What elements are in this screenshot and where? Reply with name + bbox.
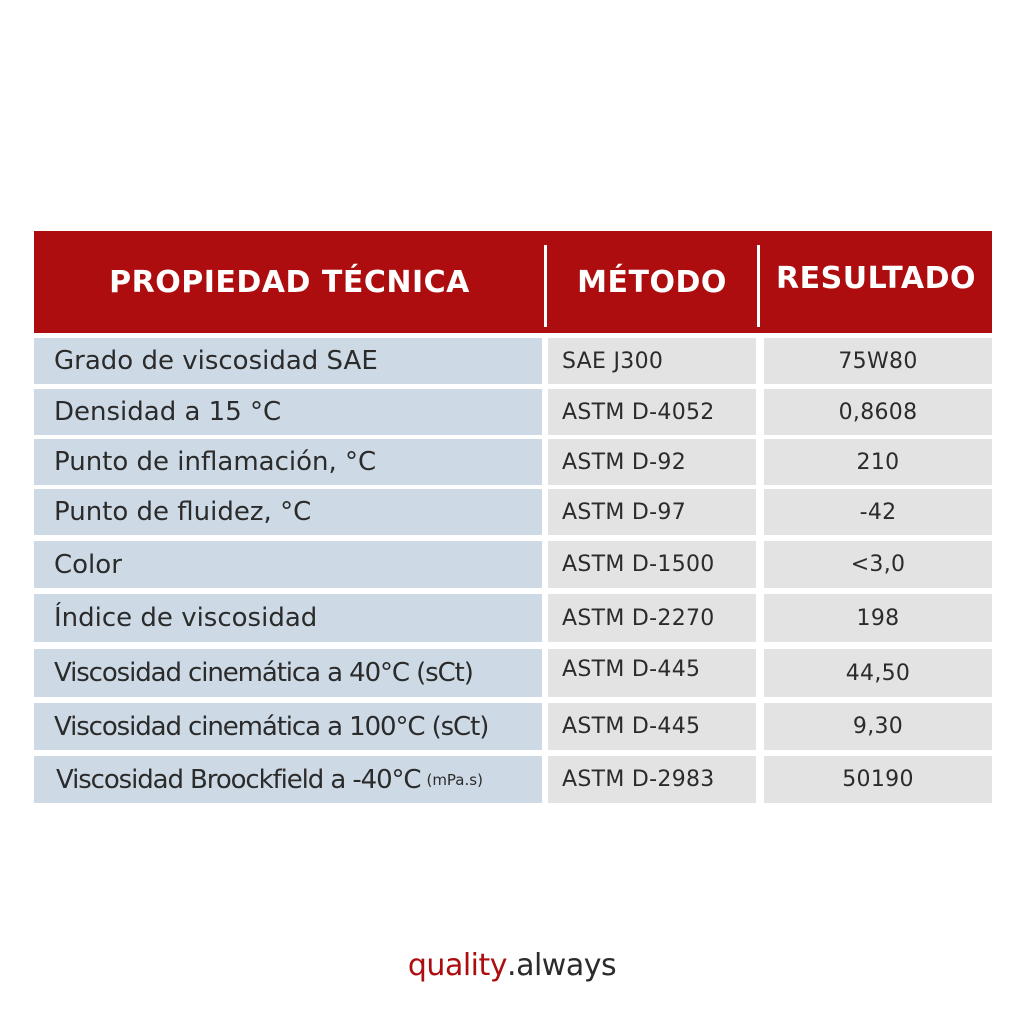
brand-tagline bbox=[0, 945, 1024, 985]
property-cell: Densidad a 15 °C bbox=[34, 389, 542, 435]
table-header bbox=[34, 231, 992, 333]
result-cell: <3,0 bbox=[764, 541, 992, 588]
property-cell: Viscosidad cinemática a 100°C (sCt) bbox=[34, 703, 542, 750]
result-cell: 75W80 bbox=[764, 338, 992, 384]
method-cell: ASTM D-2983 bbox=[548, 756, 756, 803]
method-cell: ASTM D-2270 bbox=[548, 594, 756, 642]
header-method: MÉTODO bbox=[577, 264, 727, 300]
result-cell: 50190 bbox=[764, 756, 992, 803]
result-cell: -42 bbox=[764, 489, 992, 535]
result-cell: 198 bbox=[764, 594, 992, 642]
property-text: Viscosidad Broockfield a -40°C bbox=[56, 764, 421, 795]
property-cell: Viscosidad cinemática a 40°C (sCt) bbox=[34, 649, 542, 697]
property-cell: Color bbox=[34, 541, 542, 588]
method-cell: ASTM D-445 bbox=[548, 649, 756, 697]
result-cell: 9,30 bbox=[764, 703, 992, 750]
property-cell bbox=[34, 756, 542, 803]
property-cell: Índice de viscosidad bbox=[34, 594, 542, 642]
property-cell: Grado de viscosidad SAE bbox=[34, 338, 542, 384]
header-result: RESULTADO bbox=[776, 260, 976, 296]
property-cell: Punto de fluidez, °C bbox=[34, 489, 542, 535]
result-cell: 210 bbox=[764, 439, 992, 485]
result-cell: 44,50 bbox=[764, 649, 992, 697]
property-unit: (mPa.s) bbox=[426, 770, 483, 789]
brand-tagline-part1: quality bbox=[407, 947, 508, 983]
method-cell: ASTM D-4052 bbox=[548, 389, 756, 435]
brand-tagline-part2: .always bbox=[507, 947, 617, 983]
property-cell: Punto de inflamación, °C bbox=[34, 439, 542, 485]
method-cell: SAE J300 bbox=[548, 338, 756, 384]
method-cell: ASTM D-92 bbox=[548, 439, 756, 485]
header-property: PROPIEDAD TÉCNICA bbox=[109, 264, 470, 300]
method-cell: ASTM D-1500 bbox=[548, 541, 756, 588]
result-cell: 0,8608 bbox=[764, 389, 992, 435]
method-cell: ASTM D-445 bbox=[548, 703, 756, 750]
method-cell: ASTM D-97 bbox=[548, 489, 756, 535]
